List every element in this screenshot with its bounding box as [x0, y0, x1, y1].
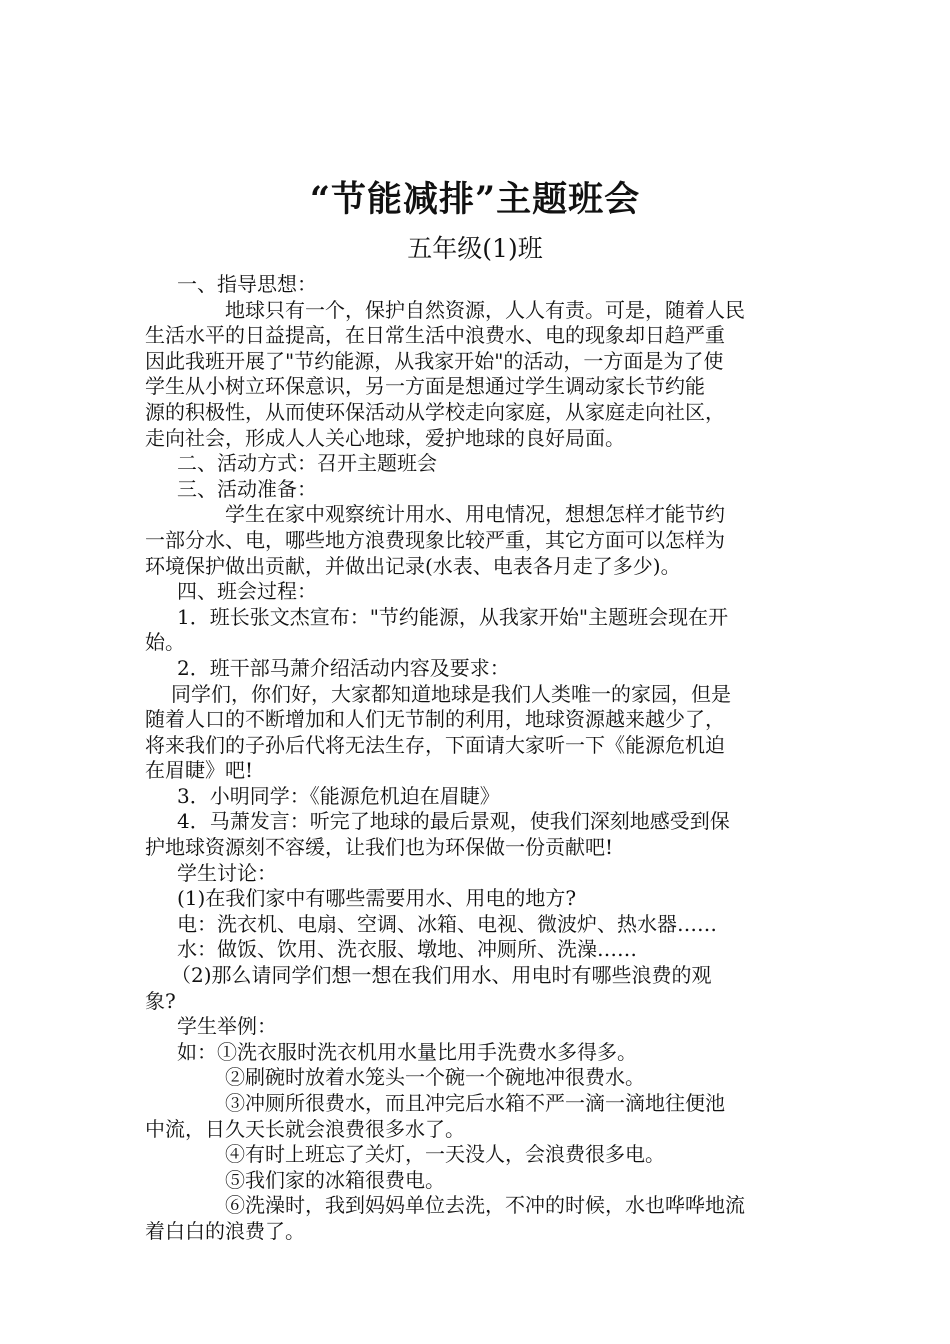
text-line: 一部分水、电，哪些地方浪费现象比较严重，其它方面可以怎样为	[145, 527, 725, 552]
text-line: 学生从小树立环保意识，另一方面是想通过学生调动家长节约能	[145, 374, 705, 399]
text-line: 源的积极性，从而使环保活动从学校走向家庭，从家庭走向社区，	[145, 399, 725, 424]
text-line: 中流，日久天长就会浪费很多水了。	[145, 1116, 465, 1141]
text-line: 始。	[145, 630, 185, 655]
text-line: 水：做饭、饮用、洗衣服、墩地、冲厕所、洗澡……	[177, 937, 637, 962]
text-line: (1)在我们家中有哪些需要用水、用电的地方?	[177, 886, 577, 911]
text-line: 3．小明同学：《能源危机迫在眉睫》	[177, 783, 500, 808]
text-line: 象?	[145, 988, 176, 1013]
text-line: 如：①洗衣服时洗衣机用水量比用手洗费水多得多。	[177, 1039, 637, 1064]
text-line: 电：洗衣机、电扇、空调、冰箱、电视、微波炉、热水器……	[177, 911, 717, 936]
text-line: 在眉睫》吧!	[145, 758, 254, 783]
text-line: ⑥洗澡时，我到妈妈单位去洗，不冲的时候，水也哗哗地流	[225, 1193, 745, 1218]
text-line: 环境保护做出贡献，并做出记录(水表、电表各月走了多少)。	[145, 553, 681, 578]
text-line: 因此我班开展了"节约能源，从我家开始"的活动，一方面是为了使	[145, 348, 724, 373]
text-line: 一、指导思想：	[177, 272, 317, 296]
document-body	[145, 272, 807, 1245]
text-line: 三、活动准备：	[177, 476, 317, 501]
text-line: 1．班长张文杰宣布："节约能源，从我家开始"主题班会现在开	[177, 604, 729, 629]
document-title: “节能减排”主题班会	[309, 179, 641, 220]
text-line: （2)那么请同学们想一想在我们用水、用电时有哪些浪费的观	[171, 963, 712, 988]
text-line: ③冲厕所很费水，而且冲完后水箱不严一滴一滴地往便池	[225, 1091, 725, 1115]
text-line: 着白白的浪费了。	[145, 1218, 305, 1243]
text-line: 同学们，你们好，大家都知道地球是我们人类唯一的家园，但是	[171, 681, 731, 706]
text-line: 走向社会，形成人人关心地球，爱护地球的良好局面。	[145, 425, 625, 450]
document-subtitle: 五年级(1)班	[407, 234, 543, 263]
text-line: 随着人口的不断增加和人们无节制的利用，地球资源越来越少了，	[145, 707, 725, 732]
text-line: 学生在家中观察统计用水、用电情况，想想怎样才能节约	[225, 502, 725, 527]
text-line: 地球只有一个，保护自然资源，人人有责。可是，随着人民	[225, 297, 745, 322]
text-line: 学生举例：	[177, 1014, 277, 1039]
text-line: ②刷碗时放着水笼头一个碗一个碗地冲很费水。	[225, 1065, 645, 1090]
text-line: 二、活动方式：召开主题班会	[177, 451, 437, 476]
text-line: 2．班干部马萧介绍活动内容及要求：	[177, 655, 510, 680]
text-line: 学生讨论：	[177, 860, 277, 885]
text-line: ⑤我们家的冰箱很费电。	[225, 1167, 445, 1192]
text-line: 四、班会过程：	[177, 579, 317, 604]
text-line: ④有时上班忘了关灯，一天没人，会浪费很多电。	[225, 1142, 665, 1167]
text-line: 护地球资源刻不容缓，让我们也为环保做一份贡献吧!	[145, 835, 614, 860]
text-line: 4．马萧发言：听完了地球的最后景观，使我们深刻地感受到保	[177, 809, 730, 834]
text-line: 生活水平的日益提高，在日常生活中浪费水、电的现象却日趋严重	[145, 323, 725, 348]
text-line: 将来我们的子孙后代将无法生存，下面请大家听一下《能源危机迫	[145, 732, 725, 757]
